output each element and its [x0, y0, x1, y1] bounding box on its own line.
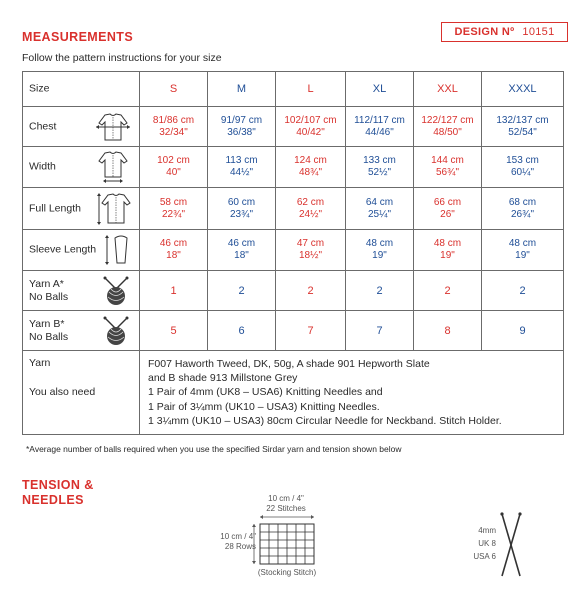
chest-in-m: 36/38"	[227, 126, 256, 138]
full-length-label: Full Length	[29, 202, 81, 214]
yarn-b-xxl: 8	[414, 311, 482, 351]
length-cm-s: 58 cm	[159, 196, 188, 208]
yarn-details	[140, 351, 564, 435]
yarn-b-s: 5	[140, 311, 208, 351]
size-xl: XL	[346, 72, 414, 107]
length-in-l: 24½"	[298, 208, 322, 220]
width-in-s: 40"	[166, 167, 181, 178]
width-in-m: 44½"	[229, 167, 253, 178]
length-in-s: 22¾"	[161, 208, 185, 220]
yarn-b-m: 6	[208, 311, 276, 351]
length-cm-xl: 64 cm	[365, 196, 394, 208]
design-number: 10151	[522, 26, 555, 38]
yarn-a-sublabel: No Balls	[29, 290, 69, 303]
length-in-xxxl: 26¾"	[510, 208, 534, 220]
measurements-title: MEASUREMENTS	[22, 30, 134, 44]
sleeve-in-l: 18½"	[298, 250, 322, 261]
design-label: DESIGN Nº	[454, 26, 515, 38]
sleeve-length-label: Sleeve Length	[29, 243, 97, 256]
chest-cm-xl: 112/117 cm	[354, 114, 405, 126]
yarn-line-2: and B shade 913 Millstone Grey	[148, 372, 298, 385]
chest-label: Chest	[29, 120, 57, 132]
footnote: *Average number of balls required when you use the specified Sirdar yarn and tension shown below	[26, 444, 402, 454]
yarn-a-xl: 2	[346, 271, 414, 311]
width-row	[23, 147, 564, 188]
chest-cm-s: 81/86 cm	[152, 114, 195, 126]
yarn-b-xxxl: 9	[482, 311, 564, 351]
tension-swatch-grid	[250, 514, 320, 568]
length-diagram-icon	[93, 191, 133, 227]
size-s: S	[140, 72, 208, 107]
yarn-b-sublabel: No Balls	[29, 330, 69, 343]
length-cm-m: 60 cm	[227, 196, 256, 208]
chest-in-xxl: 48/50"	[433, 126, 462, 138]
sleeve-cm-xxl: 48 cm	[433, 238, 462, 249]
size-l: L	[276, 72, 346, 107]
sleeve-in-xxxl: 19"	[515, 250, 530, 261]
yarn-a-label: Yarn A*	[29, 277, 64, 290]
yarn-ball-icon	[99, 275, 133, 307]
yarn-a-m: 2	[208, 271, 276, 311]
yarn-info-row	[23, 351, 564, 435]
yarn-a-xxl: 2	[414, 271, 482, 311]
width-cm-m: 113 cm	[225, 155, 258, 166]
size-xxl: XXL	[414, 72, 482, 107]
yarn-a-l: 2	[276, 271, 346, 311]
sleeve-in-xxl: 19"	[440, 250, 455, 261]
chest-cm-xxl: 122/127 cm	[421, 114, 474, 126]
width-cm-s: 102 cm	[157, 155, 190, 166]
yarn-line-4: 1 Pair of 3¼mm (UK10 – USA3) Knitting Needles.	[148, 400, 380, 413]
sleeve-cm-xxxl: 48 cm	[508, 238, 537, 249]
width-cm-xxxl: 153 cm	[506, 155, 539, 166]
sleeve-cm-s: 46 cm	[159, 238, 188, 249]
size-xxxl: XXXL	[482, 72, 564, 107]
you-also-need-label: You also need	[29, 386, 96, 398]
yarn-a-s: 1	[140, 271, 208, 311]
sleeve-diagram-icon	[101, 233, 133, 267]
yarn-ball-icon	[99, 315, 133, 347]
sleeve-in-xl: 19"	[372, 250, 387, 261]
yarn-line-3: 1 Pair of 4mm (UK8 – USA6) Knitting Needles and	[148, 386, 383, 399]
stitch-count: 22 Stitches	[266, 504, 306, 513]
yarn-line-1: F007 Haworth Tweed, DK, 50g, A shade 901 Hepworth Slate	[148, 358, 430, 370]
length-cm-xxxl: 68 cm	[508, 196, 537, 208]
yarn-line-5: 1 3¼mm (UK10 – USA3) 80cm Circular Needle for Neckband. Stitch Holder.	[148, 414, 502, 427]
length-in-m: 23¾"	[229, 208, 253, 220]
design-number-box	[441, 22, 568, 42]
length-cm-l: 62 cm	[296, 196, 325, 208]
yarn-b-row	[23, 311, 564, 351]
chest-cm-l: 102/107 cm	[284, 114, 337, 126]
width-diagram-icon	[93, 150, 133, 184]
needle-size-label: 4mm UK 8 USA 6	[473, 526, 496, 561]
measurements-table	[22, 71, 564, 435]
width-in-xxxl: 60¼"	[510, 167, 534, 178]
yarn-b-l: 7	[276, 311, 346, 351]
length-in-xxl: 26"	[440, 208, 455, 220]
swatch-height-label: 10 cm / 4" 28 Rows	[196, 532, 256, 552]
knitting-needles-icon	[498, 510, 524, 582]
sleeve-in-s: 18"	[166, 250, 181, 261]
width-cm-xxl: 144 cm	[431, 155, 464, 166]
size-row	[23, 72, 564, 107]
sleeve-cm-xl: 48 cm	[365, 238, 394, 249]
size-label: Size	[23, 72, 140, 107]
chest-in-xl: 44/46"	[365, 126, 394, 138]
full-length-row	[23, 188, 564, 230]
chest-cm-xxxl: 132/137 cm	[496, 114, 549, 126]
stitch-type: (Stocking Stitch)	[257, 568, 317, 577]
sleeve-cm-l: 47 cm	[296, 238, 325, 249]
width-cm-xl: 133 cm	[363, 155, 396, 166]
tension-title: TENSION & NEEDLES	[22, 478, 94, 507]
yarn-b-label: Yarn B*	[29, 317, 65, 330]
sleeve-cm-m: 46 cm	[227, 238, 256, 249]
chest-row	[23, 107, 564, 147]
sleeve-in-m: 18"	[234, 250, 249, 261]
size-m: M	[208, 72, 276, 107]
yarn-a-row	[23, 271, 564, 311]
chest-in-s: 32/34"	[159, 126, 188, 138]
chest-in-xxxl: 52/54"	[508, 126, 537, 138]
row-count: 28 Rows	[224, 542, 256, 551]
chest-cm-m: 91/97 cm	[220, 114, 263, 126]
sleeve-length-row	[23, 230, 564, 271]
yarn-b-xl: 7	[346, 311, 414, 351]
width-cm-l: 124 cm	[294, 155, 327, 166]
length-cm-xxl: 66 cm	[433, 196, 462, 208]
width-in-l: 48¾"	[298, 167, 322, 178]
width-label: Width	[29, 160, 56, 173]
length-in-xl: 25¼"	[367, 208, 391, 220]
width-in-xxl: 56¾"	[435, 167, 459, 178]
measurements-intro: Follow the pattern instructions for your size	[22, 52, 222, 64]
yarn-a-xxxl: 2	[482, 271, 564, 311]
yarn-label: Yarn	[29, 357, 51, 369]
swatch-width-label: 10 cm / 4" 22 Stitches	[256, 494, 316, 514]
chest-in-l: 40/42"	[296, 126, 325, 138]
width-in-xl: 52½"	[367, 167, 391, 178]
chest-diagram-icon	[93, 111, 133, 143]
